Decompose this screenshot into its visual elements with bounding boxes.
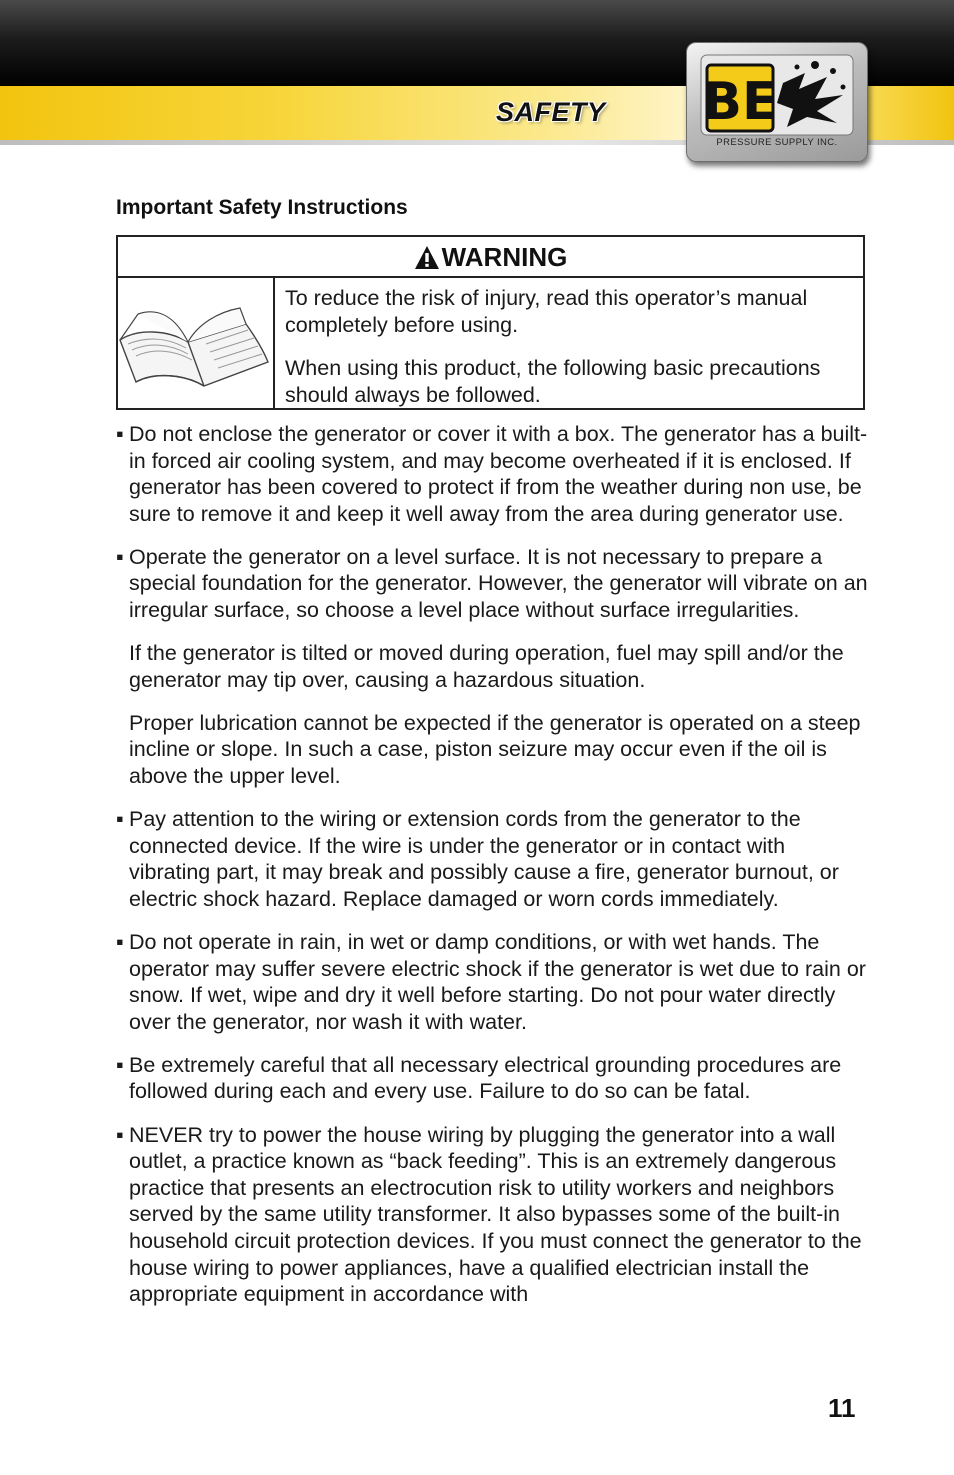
list-item-text: Do not enclose the generator or cover it with a box. The generator has a built-in forced air cooling system, and may become overheated if it is enclosed. If generator has been covered to protect if from the weather during non use, be sure to remove it and keep it well away from the area during generator use. [129,422,868,526]
instructions-list [116,421,871,1324]
bullet-marker: ▪ [116,807,124,832]
warning-triangle-icon [414,245,440,271]
warning-box [116,235,865,410]
list-item [116,421,871,527]
bullet-marker: ▪ [116,1122,124,1147]
list-item-text: Pay attention to the wiring or extension cords from the generator to the connected device. If the wire is under the generator or in contact with vibrating part, it may break and possibly cause a fire, generator burnout, or electric shock hazard. Replace damaged or worn cords immediately. [129,807,839,911]
section-title: SAFETY [496,97,606,127]
warning-paragraph: When using this product, the following basic precautions should always be followed. [285,356,821,407]
page-heading: Important Safety Instructions [116,196,408,219]
bullet-marker: ▪ [116,422,124,446]
warning-paragraph: To reduce the risk of injury, read this operator’s manual completely before using. [285,286,808,337]
bullet-marker: ▪ [116,930,124,954]
logo-letters: BE [702,72,778,132]
list-item-followup: If the generator is tilted or moved during operation, fuel may spill and/or the generator may tip over, causing a hazardous situation. [129,641,844,692]
list-item-followup: Proper lubrication cannot be expected if the generator is operated on a steep incline or slope. In such a case, piston seizure may occur even if the oil is above the upper level. [129,710,861,789]
warning-text [285,285,860,425]
list-item [116,544,871,624]
list-item-text: Operate the generator on a level surface. It is not necessary to prepare a special foundation for the generator. However, the generator will vibrate on an irregular surface, so choose a level place without surface irregularities. [129,544,868,623]
open-book-icon [118,278,271,404]
list-item [116,1122,871,1308]
list-item [116,806,871,912]
page-number: 11 [828,1393,856,1423]
list-item [116,929,871,1035]
list-item-text: NEVER try to power the house wiring by plugging the generator into a wall outlet, a practice known as “back feeding”. This is an extremely dangerous practice that presents an electrocution risk to utility workers and neighbors served by the same utility transformer. It also bypasses some of the built-in household circuit protection devices. If you must connect the generator to the house wiring to power appliances, have a qualified electrician install the appropriate equipment in accordance with [129,1122,862,1307]
bullet-marker: ▪ [116,1052,124,1077]
logo-subtitle: PRESSURE SUPPLY INC. [716,137,838,148]
list-item-text: Be extremely careful that all necessary electrical grounding procedures are followed during each and every use. Failure to do so can be fatal. [129,1052,842,1104]
warning-label: WARNING [441,242,568,272]
warning-image-cell [118,278,275,408]
list-item-text: Do not operate in rain, in wet or damp conditions, or with wet hands. The operator may suffer severe electric shock if the generator is wet due to rain or snow. If wet, wipe and dry it well before starting. Do not pour water directly over the generator, nor wash it with water. [129,930,866,1034]
list-item [116,1052,871,1105]
warning-header [118,237,863,278]
bullet-marker: ▪ [116,544,124,569]
brand-logo [686,42,868,162]
